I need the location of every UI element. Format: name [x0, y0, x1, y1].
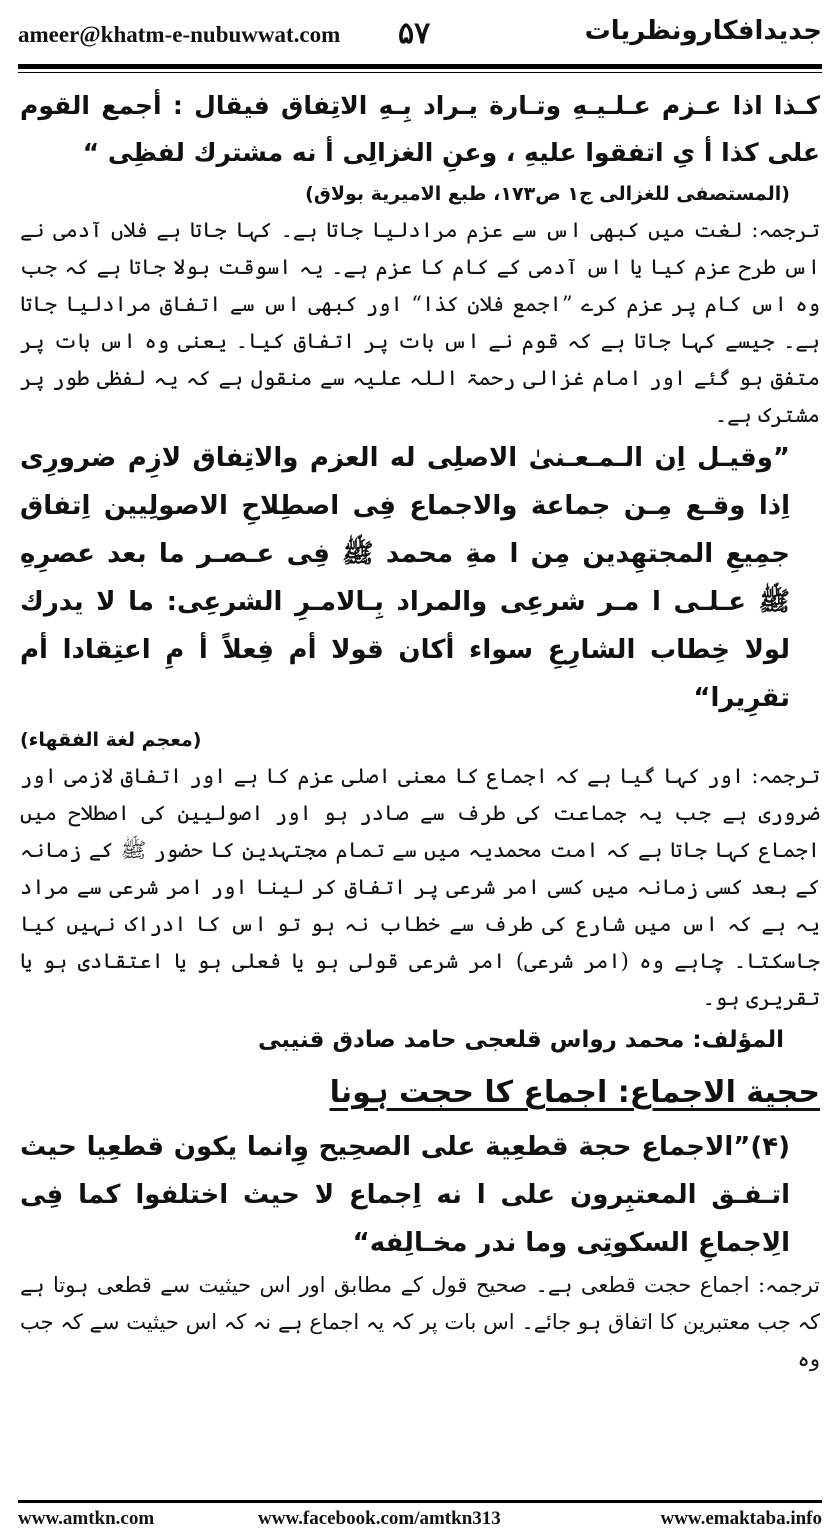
author-line: المؤلف: محمد رواس قلعجى حامد صادق قنيبى: [257, 1027, 784, 1053]
urdu-translation-3: ترجمہ: اجماع حجت قطعی ہے۔ صحیح قول کے مطابق اور اس حیثیت سے قطعی ہوتا ہے کہ جب معتبرین کا اتفاق ہو جائے۔ اس بات پر کہ یہ اجماع ہے نہ کہ اس حیثیت سے کہ جب وہ: [20, 1273, 820, 1371]
page-header: [18, 14, 822, 58]
footer-link-facebook[interactable]: www.facebook.com/amtkn313: [258, 1508, 501, 1529]
footer-link-emaktaba[interactable]: www.emaktaba.info: [660, 1508, 822, 1529]
header-rule-thick: [18, 64, 822, 69]
footer-rule: [18, 1500, 822, 1503]
reference-1: (المستصفى للغزالى ج١ ص١٧٣، طبع الاميرية بولاق): [305, 183, 790, 205]
arabic-quote-2: ”وقيـل اِن الـمـعـنىٰ الاصلِى له العزم والاتِفاق لازِم ضرورِى اِذا وقـع مِـن جماعة والاجماع فِى اصطِلاحِ الاصولِيين اِتفاق جمِيعِ المجتهِدين مِن ا مةِ محمد ﷺ فِى عـصـر ما بعد عصرِهِ ﷺ عـلـى ا مـر شرعِى والمراد بِـالامـرِ الشرعِى: ما لا يدرك لولا خِطاب الشارِعِ سواء أكان قولا أم فِعلاً أ مِ اعتِقادا أم تقرِيرا“: [20, 443, 790, 713]
section-heading: حجية الاجماع: اجماع کا حجت ہونا: [329, 1075, 820, 1110]
page-footer: [18, 1508, 822, 1534]
header-email: ameer@khatm-e-nubuwwat.com: [18, 22, 341, 47]
urdu-translation-1: ترجمہ: لغت میں کبھی اس سے عزم مرادلیا جاتا ہے۔ کہا جاتا ہے فلاں آدمی نے اس طرح عزم کیا یا اس آدمی کے کام کا عزم ہے۔ یہ اسوقت بولا جاتا ہے کہ جب وہ اس کام پر عزم کرے ”اجمع فلان كذا“ اور کبھی اس سے اتفاق مرادلیا جاتا ہے۔ جیسے کہا جاتا ہے کہ قوم نے اس بات پر اتفاق کیا۔ یعنی وہ اس بات پر متفق ہو گئے اور امام غزالی رحمۃ اللہ علیہ سے منقول ہے کہ یہ لفظی طور پر مشترک ہے۔: [20, 218, 820, 427]
page-body: [20, 82, 820, 1378]
running-title: جدیدافکارونظریات: [584, 16, 822, 46]
arabic-quote-1: کـذا اذا عـزم عـلـيـهِ وتـارة يـراد بِـهِ الاتِفاق فيقال : أجمع القوم على كذا أ ىِ اتفقوا عليهِ ، وعنِ الغزالِى أ نه مشترك لفظِى “: [20, 91, 820, 167]
page-number: ۵۷: [398, 16, 431, 51]
urdu-translation-2: ترجمہ: اور کہا گیا ہے کہ اجماع کا معنی اصلی عزم کا ہے اور اتفاق لازمی اور ضروری ہے جب یہ جماعت کی طرف سے صادر ہو اور اصولیین کی اصطلاح میں اجماع کہا جاتا ہے کہ امت محمدیہ میں سے تمام مجتہدین کا حضور ﷺ کے زمانہ کے بعد کسی زمانہ میں کسی امر شرعی پر اتفاق کر لینا اور امر شرعی سے مراد یہ ہے کہ اس میں شارع کی طرف سے خطاب نہ ہو تو اس کا ادراک نہیں کیا جاسکتا۔ چاہے وہ (امر شرعی) امر شرعی قولی ہو یا فعلی ہو یا اعتقادی ہو یا تقریری ہو۔: [20, 764, 820, 1010]
reference-2: (معجم لغة الفقهاء): [20, 729, 202, 751]
footer-link-amtkn[interactable]: www.amtkn.com: [18, 1508, 155, 1529]
header-rule-thin: [18, 72, 822, 73]
arabic-quote-3: (۴)”الاجماع حجة قطعِية على الصحِيح وِانما يكون قطعِيا حيث اتـفـق المعتبِرون على ا نه اِجماع لا حيث اختلفوا كما فِى الِاجماعِ السكوتِى وما ندر مخـالِفه“: [20, 1132, 790, 1258]
